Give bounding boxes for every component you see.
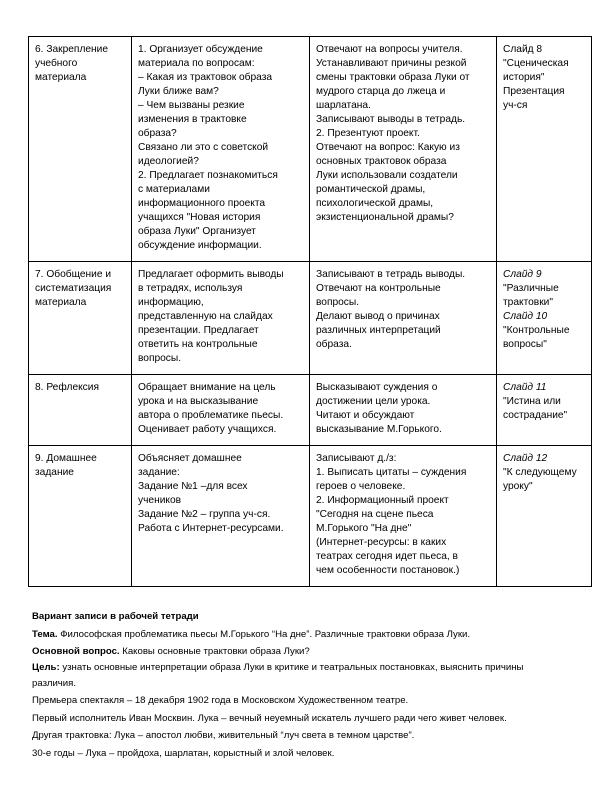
cell-line: психологической драмы, (316, 198, 434, 209)
notebook-notes (32, 608, 592, 762)
cell-line: высказывание М.Горького. (316, 424, 442, 435)
cell-line: Слайд 11 (503, 382, 547, 393)
cell-line: сострадание" (503, 410, 568, 421)
cell-line: (Интернет-ресурсы: в каких (316, 537, 447, 548)
table-row (29, 375, 592, 446)
notes-line-other-interpretation: Другая трактовка: Лука – апостол любви, живительный “луч света в темном царстве”. (32, 730, 415, 741)
cell-line: автора о проблематике пьесы. (138, 410, 284, 421)
cell-line: шарлатана. (316, 100, 371, 111)
cell-line: история" (503, 72, 545, 83)
cell-line: образа Луки" Организует (138, 226, 256, 237)
cell-line: основных трактовок образа (316, 156, 447, 167)
student-activity-cell (310, 37, 497, 262)
table-row (29, 446, 592, 587)
cell-line: "К следующему (503, 467, 577, 478)
cell-line: Задание №1 –для всех (138, 481, 248, 492)
teacher-activity-cell (132, 375, 310, 446)
topic-text: Философская проблематика пьесы М.Горького “На дне”. Различные трактовки образа Луки. (57, 628, 471, 640)
teacher-activity-cell (132, 262, 310, 375)
goal-text: узнать основные интерпретации образа Луки в критике и театральных постановках, выяснить причины (59, 661, 524, 673)
lesson-plan-body (29, 37, 592, 587)
cell-line: театрах сегодня идет пьеса, в (316, 551, 458, 562)
cell-line: с материалами (138, 184, 210, 195)
cell-line: Высказывают суждения о (316, 382, 438, 393)
cell-line: вопросы. (138, 353, 182, 364)
cell-line: информационного проекта (138, 198, 266, 209)
cell-line: идеологией? (138, 156, 199, 167)
teacher-activity-cell (132, 446, 310, 587)
cell-line: "Сценическая (503, 58, 569, 69)
slides-cell (497, 446, 592, 587)
cell-line: задание (35, 467, 74, 478)
cell-line: обсуждение информации. (138, 240, 262, 251)
student-activity-cell (310, 446, 497, 587)
cell-line: Слайд 12 (503, 453, 548, 464)
notes-goal (32, 661, 592, 675)
cell-line: Луки ближе вам? (138, 86, 219, 97)
cell-line: 6. Закрепление (35, 44, 109, 55)
cell-line: изменения в трактовке (138, 114, 247, 125)
cell-line: презентации. Предлагает (138, 325, 259, 336)
cell-line: Оценивает работу учащихся. (138, 424, 277, 435)
cell-line: Объясняет домашнее (138, 453, 242, 464)
cell-line: урока и на высказывание (138, 396, 259, 407)
cell-line: 7. Обобщение и (35, 269, 112, 280)
cell-line: трактовки" (503, 297, 553, 308)
cell-line: Презентация (503, 86, 565, 97)
cell-line: Делают вывод о причинах (316, 311, 440, 322)
notes-line-first-performer: Первый исполнитель Иван Москвин. Лука – вечный неуемный искатель лучшего ради чего живет человек. (32, 712, 507, 724)
notes-line-premiere: Премьера спектакля – 18 декабря 1902 года в Московском Художественном театре. (32, 695, 409, 706)
cell-line: учеников (138, 495, 182, 506)
cell-line: "Различные (503, 283, 559, 294)
cell-line: 9. Домашнее (35, 453, 97, 464)
cell-line: Работа с Интернет-ресурсами. (138, 523, 284, 534)
goal-label: Цель: (32, 661, 60, 673)
stage-cell (29, 375, 132, 446)
cell-line: 1. Организует обсуждение (138, 44, 263, 55)
cell-line: Обращает внимание на цель (138, 382, 276, 393)
cell-line: систематизация (35, 283, 112, 294)
cell-line: материала по вопросам: (138, 58, 255, 69)
cell-line: героев о человеке. (316, 481, 406, 492)
stage-cell (29, 262, 132, 375)
cell-line: Отвечают на вопросы учителя. (316, 44, 463, 55)
cell-line: М.Горького "На дне" (316, 523, 412, 534)
slides-cell (497, 262, 592, 375)
cell-line: задание: (138, 467, 180, 478)
table-row (29, 262, 592, 375)
notes-line-thirties: 30-е годы – Лука – пройдоха, шарлатан, корыстный и злой человек. (32, 747, 335, 759)
cell-line: представленную на слайдах (138, 311, 273, 322)
cell-line: "Контрольные (503, 325, 570, 336)
cell-line: 2. Презентуют проект. (316, 128, 420, 139)
lesson-plan-table (28, 36, 592, 587)
cell-line: Читают и обсуждают (316, 410, 415, 421)
cell-line: в тетрадях, используя (138, 283, 243, 294)
cell-line: ответить на контрольные (138, 339, 258, 350)
cell-line: Задание №2 – группа уч-ся. (138, 509, 271, 520)
cell-line: чем особенности постановок.) (316, 565, 460, 576)
notes-heading: Вариант записи в рабочей тетради (32, 611, 199, 622)
cell-line: 8. Рефлексия (35, 382, 99, 393)
cell-line: Отвечают на контрольные (316, 283, 441, 294)
cell-line: Записывают д./з: (316, 453, 397, 464)
cell-line: романтической драмы, (316, 184, 426, 195)
cell-line: 1. Выписать цитаты – суждения (316, 467, 467, 478)
stage-cell (29, 37, 132, 262)
topic-label: Тема. (32, 628, 58, 640)
slides-cell (497, 37, 592, 262)
cell-line: Отвечают на вопрос: Какую из (316, 142, 460, 153)
cell-line: учащихся "Новая история (138, 212, 261, 223)
cell-line: Слайд 9 (503, 269, 542, 280)
student-activity-cell (310, 262, 497, 375)
cell-line: – Чем вызваны резкие (138, 100, 245, 111)
cell-line: Устанавливают причины резкой (316, 58, 467, 69)
cell-line: 2. Предлагает познакомиться (138, 170, 278, 181)
cell-line: уроку" (503, 481, 533, 492)
cell-line: "Истина или (503, 396, 561, 407)
slides-cell (497, 375, 592, 446)
cell-line: Предлагает оформить выводы (138, 269, 284, 280)
table-row (29, 37, 592, 262)
cell-line: вопросы. (316, 297, 360, 308)
cell-line: – Какая из трактовок образа (138, 72, 273, 83)
question-label: Основной вопрос. (32, 646, 120, 657)
cell-line: учебного (35, 58, 78, 69)
cell-line: образа? (138, 128, 177, 139)
notes-question (32, 643, 592, 661)
stage-cell (29, 446, 132, 587)
cell-line: уч-ся (503, 100, 528, 111)
cell-line: информацию, (138, 297, 204, 308)
notes-goal-continued: различия. (32, 677, 77, 689)
cell-line: достижении цели урока. (316, 396, 431, 407)
cell-line: Записывают в тетрадь выводы. (316, 269, 466, 280)
cell-line: Записывают выводы в тетрадь. (316, 114, 466, 125)
notes-topic (32, 626, 592, 644)
teacher-activity-cell (132, 37, 310, 262)
cell-line: вопросы" (503, 339, 547, 350)
cell-line: материала (35, 72, 87, 83)
student-activity-cell (310, 375, 497, 446)
cell-line: 2. Информационный проект (316, 495, 449, 506)
cell-line: материала (35, 297, 87, 308)
question-text: Каковы основные трактовки образа Луки? (119, 646, 310, 657)
cell-line: смены трактовки образа Луки от (316, 72, 470, 83)
cell-line: мудрого старца до лжеца и (316, 86, 446, 97)
cell-line: Слайд 8 (503, 44, 543, 55)
cell-line: Слайд 10 (503, 311, 548, 322)
cell-line: экзистенциональной драмы? (316, 212, 454, 223)
cell-line: образа. (316, 339, 352, 350)
cell-line: Луки использовали создатели (316, 170, 458, 181)
cell-line: Связано ли это с советской (138, 142, 269, 153)
cell-line: "Сегодня на сцене пьеса (316, 509, 434, 520)
cell-line: различных интерпретаций (316, 325, 441, 336)
